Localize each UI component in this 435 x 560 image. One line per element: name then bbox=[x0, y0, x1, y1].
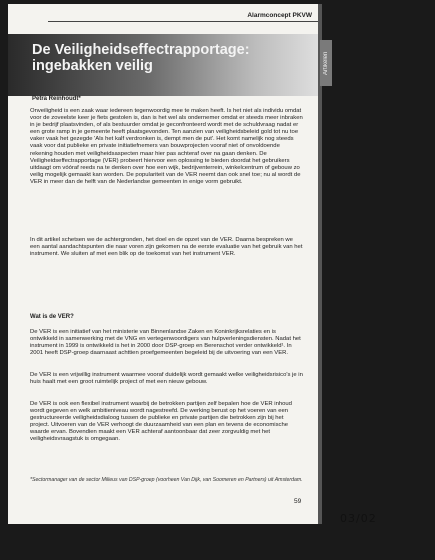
document-page bbox=[8, 4, 318, 524]
article-title: De Veiligheidseffectrapportage: ingebakken veilig bbox=[32, 42, 250, 74]
section-tab bbox=[320, 40, 332, 86]
paragraph-outline: In dit artikel schetsen we de achtergronden, het doel en de opzet van de VER. Daarna bespreken we een aantal aandachtspunten die naar voren zijn gekomen na de eerste evaluatie van het gebruik van het instrument. We sluiten af met een blik op de toekomst van het instrument VER. bbox=[30, 237, 303, 258]
paragraph-intro: Onveiligheid is een zaak waar iedereen tegenwoordig mee te maken heeft. Is het niet als individu omdat voor de zoveelste keer je fiets gestolen is, dan is het wel als ondernemer omdat er steeds meer inbraken in je bedrijf plaatsvinden, of als bestuurder omdat je geconfronteerd wordt met de schuldvraag nadat er een grote ramp in je gemeente heeft plaatsgevonden. Ten aanzien van veiligheidsbeleid gold tot nu toe vaker vaak het gezegde 'Als het kalf verdronken is, dempt men de put'. Het komt namelijk nog steeds vaak voor dat publieke en private initiatiefnemers van bouwprojecten vooraf niet of onvoldoende rekening houden met veiligheidsaspecten maar hier pas achteraf over na gaan denken. De Veiligheidseffectrapportage (VER) probeert hiervoor een oplossing te bieden doordat het gebruikers uitdaagt om vóóraf reeds na te denken over hoe een wijk, bedrijventerrein, winkelcentrum of gebouw zo veilig mogelijk gemaakt kan worden. De populariteit van de VER neemt dan ook snel toe; nu al wordt de VER in meer dan de helft van de Nederlandse gemeenten in enige vorm gebruikt. bbox=[30, 108, 303, 185]
paragraph-voluntary: De VER is een vrijwillig instrument waarmee vooraf duidelijk wordt gemaakt welke veiligheidsrisico's je in huis haalt met een groot ruimtelijk project of met een nieuw gebouw. bbox=[30, 372, 303, 386]
handwritten-note: 03/02 bbox=[340, 512, 377, 525]
running-header: Alarmconcept PKVW bbox=[247, 12, 312, 19]
section-heading: Wat is de VER? bbox=[30, 314, 74, 320]
paragraph-initiative: De VER is een initiatief van het ministerie van Binnenlandse Zaken en Koninkrijksrelaties en is ontwikkeld in samenwerking met de VNG en vertegenwoordigers van hulpverleningsdiensten. Nadat het instrument in 1999 is ontwikkeld is het in 2000 door DSP-groep en Berenschot verder ontwikkeld¹. In 2001 heeft DSP-groep daarnaast achttien proefgemeenten begeleid bij de uitvoering van een VER. bbox=[30, 329, 301, 357]
footnote: *Sectormanager van de sector Milieus van DSP-groep (voorheen Van Dijk, van Soomeren en Partners) uit Amsterdam. bbox=[30, 477, 303, 483]
section-tab-label: Artikelen bbox=[323, 51, 329, 75]
paragraph-flexible: De VER is ook een flexibel instrument waarbij de betrokken partijen zelf bepalen hoe de VER inhoud wordt gegeven en welk ambitieniveau wordt nagestreefd. De werking berust op het voeren van een gestructureerde veiligheidsdialoog tussen de publieke en private partijen die betrokken zijn bij het project. Uitvoeren van de VER verhoogt de duurzaamheid van een plan en tevens de economische waarde ervan. Bovendien maakt een VER achteraf aantoonbaar dat zeer zorgvuldig met het veiligheidsvraagstuk is omgegaan. bbox=[30, 401, 292, 443]
page-number: 59 bbox=[294, 498, 302, 505]
article-author: Petra Reinhoudt* bbox=[32, 96, 81, 102]
header-rule bbox=[48, 21, 318, 22]
